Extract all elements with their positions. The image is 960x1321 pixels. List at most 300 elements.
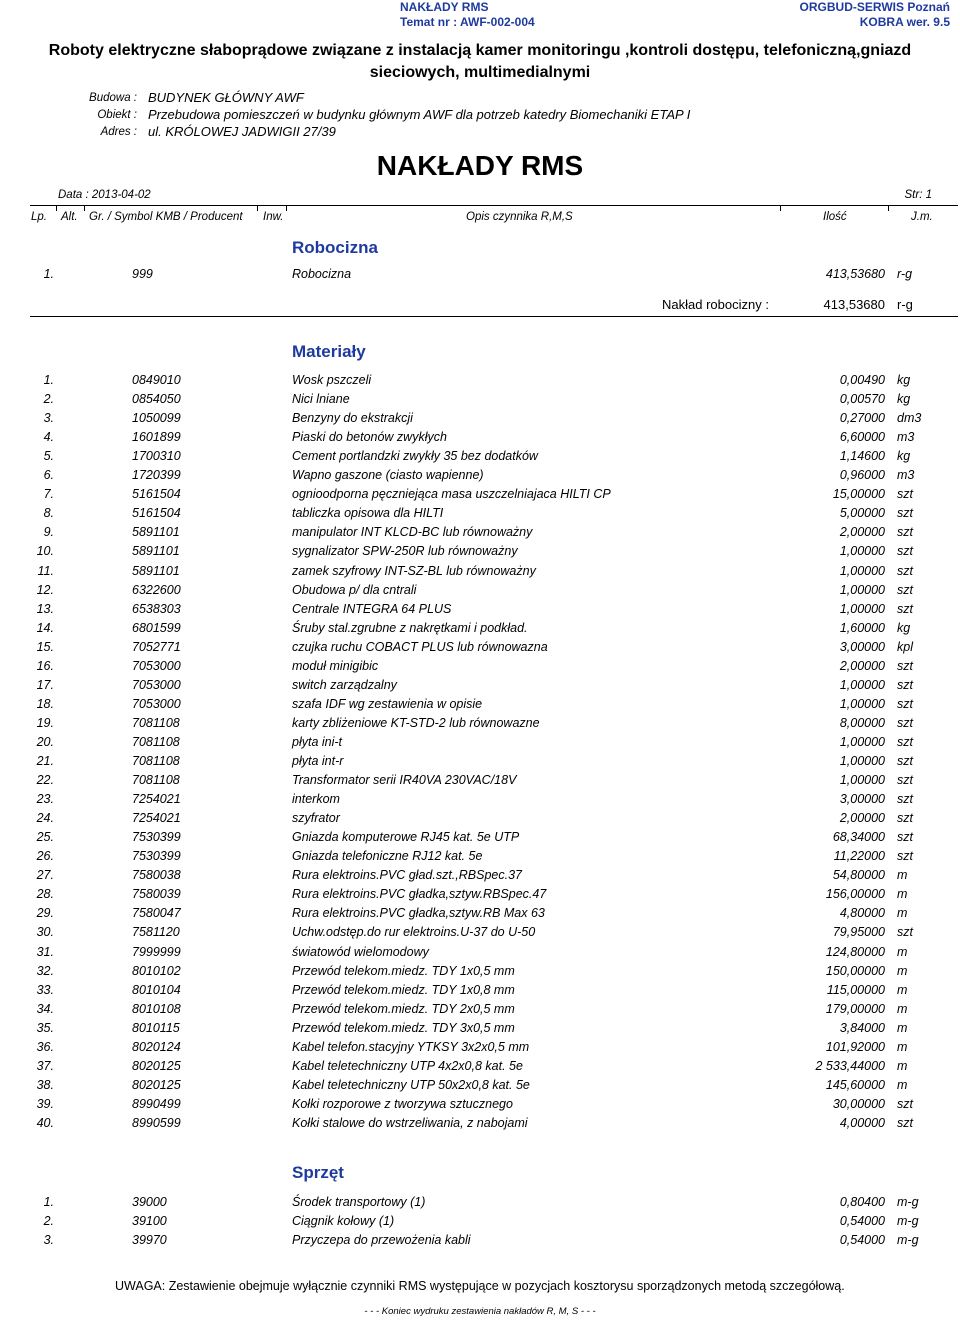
row-quantity: 68,34000 bbox=[832, 830, 885, 845]
table-row bbox=[0, 811, 960, 830]
table-row bbox=[0, 267, 960, 286]
row-description: Ciągnik kołowy (1) bbox=[292, 1214, 395, 1228]
row-symbol: 1050099 bbox=[132, 411, 181, 426]
row-symbol: 8020125 bbox=[132, 1077, 181, 1092]
row-number: 1. bbox=[43, 267, 54, 281]
row-quantity: 30,00000 bbox=[832, 1096, 885, 1111]
row-description: Benzyny do ekstrakcji bbox=[292, 411, 413, 426]
col-lp: Lp. bbox=[31, 211, 47, 223]
row-symbol: 39100 bbox=[132, 1214, 167, 1228]
row-number: 1. bbox=[43, 1195, 54, 1209]
row-description: Wosk pszczeli bbox=[292, 373, 372, 387]
col-jm: J.m. bbox=[911, 211, 933, 223]
footer-end: - - - Koniec wydruku zestawienia nakładów R, M, S - - - bbox=[364, 1306, 596, 1317]
row-unit: m bbox=[897, 982, 908, 997]
row-description: Transformator serii IR40VA 230VAC/18V bbox=[292, 773, 517, 788]
table-row bbox=[0, 430, 960, 449]
row-unit: kg bbox=[897, 620, 911, 635]
row-number: 14. bbox=[36, 620, 54, 635]
row-unit: szt bbox=[897, 525, 913, 540]
table-row bbox=[0, 697, 960, 716]
row-number: 3. bbox=[43, 411, 54, 426]
row-symbol: 5891101 bbox=[132, 525, 180, 540]
row-number: 37. bbox=[36, 1058, 54, 1073]
row-symbol: 0849010 bbox=[132, 373, 181, 387]
table-row bbox=[0, 925, 960, 944]
row-quantity: 4,00000 bbox=[839, 1115, 885, 1130]
row-description: Piaski do betonów zwykłych bbox=[292, 430, 447, 445]
table-row bbox=[0, 754, 960, 773]
table-row bbox=[0, 735, 960, 754]
row-quantity: 413,53680 bbox=[825, 267, 885, 281]
row-number: 6. bbox=[43, 468, 54, 483]
row-quantity: 1,00000 bbox=[839, 734, 885, 749]
row-unit: szt bbox=[897, 715, 913, 730]
row-description: Nici lniane bbox=[292, 392, 350, 407]
table-row bbox=[0, 468, 960, 487]
row-quantity: 0,96000 bbox=[839, 468, 885, 483]
row-symbol: 8010108 bbox=[132, 1001, 181, 1016]
row-symbol: 6538303 bbox=[132, 601, 181, 616]
row-symbol: 6801599 bbox=[132, 620, 181, 635]
row-unit: kg bbox=[897, 373, 911, 387]
row-unit: m bbox=[897, 1077, 908, 1092]
row-unit: szt bbox=[897, 792, 913, 807]
row-symbol: 7053000 bbox=[132, 658, 181, 673]
row-description: Przewód telekom.miedz. TDY 3x0,5 mm bbox=[292, 1020, 515, 1035]
row-symbol: 7081108 bbox=[132, 715, 180, 730]
row-number: 3. bbox=[43, 1233, 54, 1247]
header-tick bbox=[286, 205, 287, 211]
row-quantity: 1,60000 bbox=[839, 620, 885, 635]
table-row bbox=[0, 583, 960, 602]
table-row bbox=[0, 411, 960, 430]
row-symbol: 0854050 bbox=[132, 392, 181, 407]
row-quantity: 145,60000 bbox=[825, 1077, 885, 1092]
page-number: Str: 1 bbox=[904, 189, 932, 201]
row-unit: szt bbox=[897, 830, 913, 845]
row-symbol: 5161504 bbox=[132, 506, 181, 521]
row-number: 5. bbox=[43, 449, 54, 464]
robocizna-total-rule bbox=[30, 316, 958, 317]
row-number: 9. bbox=[43, 525, 54, 540]
col-opis: Opis czynnika R,M,S bbox=[466, 211, 573, 223]
robocizna-total-qty: 413,53680 bbox=[823, 297, 885, 312]
row-unit: m bbox=[897, 1020, 908, 1035]
table-row bbox=[0, 640, 960, 659]
row-quantity: 0,00490 bbox=[839, 373, 885, 387]
row-number: 4. bbox=[43, 430, 54, 445]
row-symbol: 8020124 bbox=[132, 1039, 181, 1054]
row-unit: szt bbox=[897, 601, 913, 616]
table-row bbox=[0, 1097, 960, 1116]
row-description: Kabel telefon.stacyjny YTKSY 3x2x0,5 mm bbox=[292, 1039, 530, 1054]
row-symbol: 7254021 bbox=[132, 811, 181, 826]
row-number: 8. bbox=[43, 506, 54, 521]
row-number: 31. bbox=[36, 944, 54, 959]
col-ilosc: Ilość bbox=[823, 211, 847, 223]
row-unit: szt bbox=[897, 849, 913, 864]
table-row bbox=[0, 1059, 960, 1078]
row-quantity: 1,00000 bbox=[839, 773, 885, 788]
row-number: 40. bbox=[36, 1115, 54, 1130]
row-unit: szt bbox=[897, 563, 913, 578]
row-unit: m-g bbox=[897, 1195, 919, 1209]
row-quantity: 2 533,44000 bbox=[815, 1058, 885, 1073]
row-number: 27. bbox=[36, 868, 54, 883]
section-materialy: Materiały bbox=[292, 342, 366, 361]
row-symbol: 7580038 bbox=[132, 868, 181, 883]
row-number: 29. bbox=[36, 906, 54, 921]
row-quantity: 3,84000 bbox=[839, 1020, 885, 1035]
table-row bbox=[0, 544, 960, 563]
row-description: ognioodporna pęczniejąca masa uszczelniajaca HILTI CP bbox=[292, 487, 611, 502]
row-symbol: 7530399 bbox=[132, 830, 181, 845]
row-quantity: 2,00000 bbox=[839, 811, 885, 826]
row-unit: szt bbox=[897, 1096, 913, 1111]
row-symbol: 5891101 bbox=[132, 563, 180, 578]
table-row bbox=[0, 449, 960, 468]
row-unit: m bbox=[897, 868, 908, 883]
row-number: 1. bbox=[43, 373, 54, 387]
row-description: Obudowa p/ dla cntrali bbox=[292, 582, 417, 597]
title-line-2: sieciowych, multimedialnymi bbox=[369, 64, 591, 81]
budowa-label: Budowa : bbox=[89, 92, 137, 104]
obiekt-label: Obiekt : bbox=[97, 109, 137, 121]
table-row bbox=[0, 906, 960, 925]
row-number: 33. bbox=[36, 982, 54, 997]
header-tick bbox=[56, 205, 57, 211]
row-quantity: 2,00000 bbox=[839, 525, 885, 540]
table-row bbox=[0, 1233, 960, 1252]
top-left-subtitle: Temat nr : AWF-002-004 bbox=[400, 15, 535, 29]
table-row bbox=[0, 564, 960, 583]
row-symbol: 8020125 bbox=[132, 1058, 181, 1073]
row-symbol: 7581120 bbox=[132, 925, 180, 940]
row-description: szafa IDF wg zestawienia w opisie bbox=[292, 696, 483, 711]
row-unit: szt bbox=[897, 925, 913, 940]
row-unit: m bbox=[897, 1001, 908, 1016]
row-unit: szt bbox=[897, 696, 913, 711]
row-description: płyta ini-t bbox=[292, 734, 343, 749]
row-symbol: 8990499 bbox=[132, 1096, 181, 1111]
row-description: Gniazda komputerowe RJ45 kat. 5e UTP bbox=[292, 830, 520, 845]
table-row bbox=[0, 602, 960, 621]
row-symbol: 7081108 bbox=[132, 754, 180, 768]
row-quantity: 1,00000 bbox=[839, 696, 885, 711]
row-quantity: 0,27000 bbox=[839, 411, 885, 426]
row-description: szyfrator bbox=[292, 811, 340, 826]
row-quantity: 1,00000 bbox=[839, 754, 885, 768]
row-unit: szt bbox=[897, 582, 913, 597]
table-row bbox=[0, 525, 960, 544]
row-description: czujka ruchu COBACT PLUS lub równowazna bbox=[292, 639, 548, 654]
row-number: 10. bbox=[36, 544, 54, 559]
row-unit: szt bbox=[897, 487, 913, 502]
header-rule bbox=[30, 205, 958, 206]
row-quantity: 8,00000 bbox=[839, 715, 885, 730]
row-number: 28. bbox=[36, 887, 54, 902]
table-row bbox=[0, 830, 960, 849]
row-description: Przyczepa do przewożenia kabli bbox=[292, 1233, 471, 1247]
col-symbol: Gr. / Symbol KMB / Producent bbox=[89, 211, 243, 223]
row-quantity: 0,00570 bbox=[839, 392, 885, 407]
header-tick bbox=[257, 205, 258, 211]
row-unit: szt bbox=[897, 506, 913, 521]
section-robocizna: Robocizna bbox=[292, 238, 378, 257]
header-tick bbox=[780, 205, 781, 211]
row-description: zamek szyfrowy INT-SZ-BL lub równoważny bbox=[292, 563, 536, 578]
row-number: 24. bbox=[36, 811, 54, 826]
row-quantity: 156,00000 bbox=[825, 887, 885, 902]
row-description: sygnalizator SPW-250R lub równoważny bbox=[292, 544, 518, 559]
row-unit: m-g bbox=[897, 1214, 919, 1228]
obiekt-value: Przebudowa pomieszczeń w budynku głównym AWF dla potrzeb katedry Biomechaniki ETAP I bbox=[148, 107, 691, 122]
table-row bbox=[0, 487, 960, 506]
robocizna-total-unit: r-g bbox=[897, 297, 913, 312]
top-left-title: NAKŁADY RMS bbox=[400, 0, 489, 14]
adres-value: ul. KRÓLOWEJ JADWIGII 27/39 bbox=[148, 124, 336, 139]
row-symbol: 7053000 bbox=[132, 677, 181, 692]
row-number: 35. bbox=[36, 1020, 54, 1035]
row-quantity: 115,00000 bbox=[826, 982, 885, 997]
row-unit: szt bbox=[897, 754, 913, 768]
header-tick bbox=[84, 205, 85, 211]
row-description: Uchw.odstęp.do rur elektroins.U-37 do U-50 bbox=[292, 925, 536, 940]
row-unit: m bbox=[897, 944, 908, 959]
row-number: 39. bbox=[36, 1096, 54, 1111]
row-quantity: 0,80400 bbox=[839, 1195, 885, 1209]
col-alt: Alt. bbox=[61, 211, 78, 223]
row-symbol: 8010102 bbox=[132, 963, 181, 978]
row-symbol: 1720399 bbox=[132, 468, 181, 483]
row-description: Kołki rozporowe z tworzywa sztucznego bbox=[292, 1096, 513, 1111]
top-right-subtitle: KOBRA wer. 9.5 bbox=[859, 15, 950, 29]
row-quantity: 79,95000 bbox=[832, 925, 885, 940]
table-row bbox=[0, 506, 960, 525]
row-symbol: 5161504 bbox=[132, 487, 181, 502]
row-number: 34. bbox=[36, 1001, 54, 1016]
row-unit: m bbox=[897, 1058, 908, 1073]
row-unit: m bbox=[897, 906, 908, 921]
row-number: 18. bbox=[36, 696, 54, 711]
row-number: 13. bbox=[36, 601, 54, 616]
row-quantity: 101,92000 bbox=[825, 1039, 885, 1054]
row-description: manipulator INT KLCD-BC lub równoważny bbox=[292, 525, 533, 540]
row-number: 16. bbox=[36, 658, 54, 673]
row-symbol: 1700310 bbox=[132, 449, 181, 464]
section-sprzet: Sprzęt bbox=[292, 1163, 344, 1182]
row-quantity: 4,80000 bbox=[839, 906, 885, 921]
table-row bbox=[0, 1116, 960, 1135]
row-quantity: 3,00000 bbox=[839, 639, 885, 654]
row-quantity: 6,60000 bbox=[839, 430, 885, 445]
row-quantity: 2,00000 bbox=[839, 658, 885, 673]
table-row bbox=[0, 945, 960, 964]
table-row bbox=[0, 964, 960, 983]
row-unit: szt bbox=[897, 677, 913, 692]
row-symbol: 7053000 bbox=[132, 696, 181, 711]
row-unit: kpl bbox=[897, 639, 913, 654]
row-number: 11. bbox=[37, 563, 54, 578]
row-number: 30. bbox=[36, 925, 54, 940]
row-unit: m bbox=[897, 963, 908, 978]
table-row bbox=[0, 1195, 960, 1214]
col-inw: Inw. bbox=[263, 211, 284, 223]
row-description: Kabel teletechniczny UTP 50x2x0,8 kat. 5e bbox=[292, 1077, 530, 1092]
row-unit: szt bbox=[897, 544, 913, 559]
row-quantity: 1,14600 bbox=[839, 449, 885, 464]
row-quantity: 0,54000 bbox=[839, 1214, 885, 1228]
row-unit: szt bbox=[897, 734, 913, 749]
row-description: Przewód telekom.miedz. TDY 2x0,5 mm bbox=[292, 1001, 515, 1016]
row-number: 23. bbox=[36, 792, 54, 807]
row-unit: szt bbox=[897, 1115, 913, 1130]
row-description: karty zbliżeniowe KT-STD-2 lub równowazne bbox=[292, 715, 540, 730]
robocizna-total-label: Nakład robocizny : bbox=[662, 297, 769, 312]
row-quantity: 15,00000 bbox=[832, 487, 885, 502]
row-symbol: 5891101 bbox=[132, 544, 180, 559]
doc-title: NAKŁADY RMS bbox=[376, 150, 584, 181]
row-symbol: 7052771 bbox=[132, 639, 181, 654]
row-quantity: 0,54000 bbox=[839, 1233, 885, 1247]
row-symbol: 39000 bbox=[132, 1195, 167, 1209]
row-unit: kg bbox=[897, 392, 911, 407]
row-quantity: 179,00000 bbox=[825, 1001, 885, 1016]
row-quantity: 150,00000 bbox=[825, 963, 885, 978]
row-description: Wapno gaszone (ciasto wapienne) bbox=[292, 468, 484, 483]
table-row bbox=[0, 773, 960, 792]
table-row bbox=[0, 1002, 960, 1021]
row-quantity: 11,22000 bbox=[833, 849, 885, 864]
table-row bbox=[0, 392, 960, 411]
row-number: 25. bbox=[36, 830, 54, 845]
table-row bbox=[0, 849, 960, 868]
row-description: Przewód telekom.miedz. TDY 1x0,8 mm bbox=[292, 982, 515, 997]
row-description: moduł minigibic bbox=[292, 658, 379, 673]
row-description: Centrale INTEGRA 64 PLUS bbox=[292, 601, 452, 616]
row-description: interkom bbox=[292, 792, 340, 807]
row-quantity: 1,00000 bbox=[839, 563, 885, 578]
row-quantity: 1,00000 bbox=[839, 677, 885, 692]
row-description: Rura elektroins.PVC gładka,sztyw.RB Max 63 bbox=[292, 906, 545, 921]
table-row bbox=[0, 868, 960, 887]
row-description: Kabel teletechniczny UTP 4x2x0,8 kat. 5e bbox=[292, 1058, 523, 1073]
row-description: Robocizna bbox=[292, 267, 352, 281]
row-symbol: 7530399 bbox=[132, 849, 181, 864]
row-description: Rura elektroins.PVC gład.szt.,RBSpec.37 bbox=[292, 868, 522, 883]
row-quantity: 1,00000 bbox=[839, 601, 885, 616]
row-unit: m3 bbox=[897, 468, 915, 483]
row-description: Przewód telekom.miedz. TDY 1x0,5 mm bbox=[292, 963, 515, 978]
row-number: 38. bbox=[36, 1077, 54, 1092]
row-number: 12. bbox=[36, 582, 54, 597]
row-symbol: 7999999 bbox=[132, 944, 181, 959]
row-number: 36. bbox=[36, 1039, 54, 1054]
row-number: 20. bbox=[36, 734, 54, 749]
row-symbol: 1601899 bbox=[132, 430, 181, 445]
table-row bbox=[0, 373, 960, 392]
row-symbol: 7081108 bbox=[132, 734, 180, 749]
table-row bbox=[0, 792, 960, 811]
row-symbol: 7254021 bbox=[132, 792, 181, 807]
table-row bbox=[0, 983, 960, 1002]
table-row bbox=[0, 678, 960, 697]
row-unit: m-g bbox=[897, 1233, 919, 1247]
footer-note: UWAGA: Zestawienie obejmuje wyłącznie czynniki RMS występujące w pozycjach kosztorysu sporządzonych metodą szczegółową. bbox=[115, 1279, 845, 1293]
row-symbol: 7580039 bbox=[132, 887, 181, 902]
table-row bbox=[0, 1040, 960, 1059]
row-unit: m3 bbox=[897, 430, 915, 445]
table-row bbox=[0, 1078, 960, 1097]
budowa-value: BUDYNEK GŁÓWNY AWF bbox=[148, 90, 304, 105]
row-description: Śruby stal.zgrubne z nakrętkami i podkład. bbox=[292, 620, 528, 635]
row-number: 2. bbox=[43, 1214, 54, 1228]
table-row bbox=[0, 887, 960, 906]
table-row bbox=[0, 716, 960, 735]
row-unit: m bbox=[897, 1039, 908, 1054]
row-unit: r-g bbox=[897, 267, 913, 281]
row-symbol: 8990599 bbox=[132, 1115, 181, 1130]
row-unit: m bbox=[897, 887, 908, 902]
row-number: 17. bbox=[36, 677, 54, 692]
date-line: Data : 2013-04-02 bbox=[58, 189, 151, 201]
row-quantity: 54,80000 bbox=[832, 868, 885, 883]
row-symbol: 6322600 bbox=[132, 582, 181, 597]
row-description: Cement portlandzki zwykły 35 bez dodatków bbox=[292, 449, 538, 464]
row-description: płyta int-r bbox=[292, 754, 344, 768]
row-unit: dm3 bbox=[897, 411, 922, 426]
row-unit: kg bbox=[897, 449, 911, 464]
row-symbol: 7081108 bbox=[132, 773, 180, 788]
row-symbol: 39970 bbox=[132, 1233, 167, 1247]
table-row bbox=[0, 621, 960, 640]
title-line-1: Roboty elektryczne słaboprądowe związane z instalacją kamer monitoringu ,kontroli dostępu, telefoniczną,gniazd bbox=[48, 42, 912, 59]
table-row bbox=[0, 1214, 960, 1233]
header-tick bbox=[888, 205, 889, 211]
row-description: światowód wielomodowy bbox=[292, 944, 429, 959]
row-unit: szt bbox=[897, 811, 913, 826]
row-unit: szt bbox=[897, 658, 913, 673]
row-quantity: 1,00000 bbox=[839, 582, 885, 597]
top-right-title: ORGBUD-SERWIS Poznań bbox=[799, 0, 950, 14]
row-description: Kołki stalowe do wstrzeliwania, z nabojami bbox=[292, 1115, 528, 1130]
row-description: tabliczka opisowa dla HILTI bbox=[292, 506, 444, 521]
row-quantity: 124,80000 bbox=[825, 944, 885, 959]
row-symbol: 999 bbox=[132, 267, 153, 281]
row-number: 21. bbox=[36, 754, 54, 768]
row-number: 32. bbox=[36, 963, 54, 978]
row-symbol: 8010115 bbox=[132, 1020, 180, 1035]
adres-label: Adres : bbox=[100, 126, 137, 138]
row-symbol: 7580047 bbox=[132, 906, 181, 921]
row-number: 26. bbox=[36, 849, 54, 864]
table-row bbox=[0, 1021, 960, 1040]
row-unit: szt bbox=[897, 773, 913, 788]
table-row bbox=[0, 659, 960, 678]
row-quantity: 1,00000 bbox=[839, 544, 885, 559]
row-number: 2. bbox=[43, 392, 54, 407]
row-quantity: 3,00000 bbox=[839, 792, 885, 807]
row-number: 22. bbox=[36, 773, 54, 788]
row-description: Rura elektroins.PVC gładka,sztyw.RBSpec.47 bbox=[292, 887, 547, 902]
row-symbol: 8010104 bbox=[132, 982, 181, 997]
row-number: 19. bbox=[36, 715, 54, 730]
row-description: Środek transportowy (1) bbox=[292, 1195, 426, 1209]
row-description: switch zarządzalny bbox=[292, 677, 397, 692]
row-quantity: 5,00000 bbox=[839, 506, 885, 521]
row-number: 7. bbox=[43, 487, 54, 502]
